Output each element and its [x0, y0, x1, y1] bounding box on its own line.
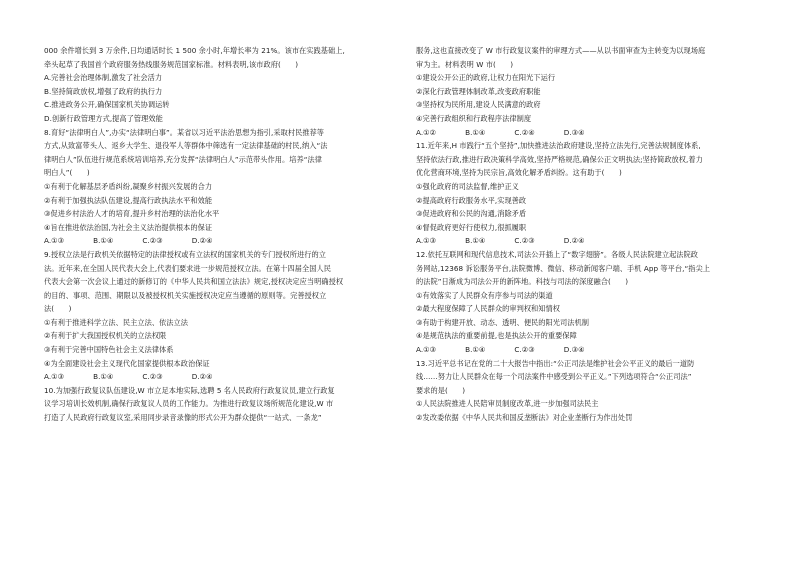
statement-line: ③促进乡村法治人才的培育,提升乡村治理的法治化水平 [44, 209, 220, 219]
question-10-text: 打造了人民政府行政复议室,采用同步录音录像的形式公开为群众提供“一站式、一条龙” [44, 413, 322, 423]
question-9-text: 代表大会第一次会议上通过的新修订的《中华人民共和国立法法》规定,授权决定应当明确授权 [44, 277, 344, 287]
left-column [44, 44, 394, 425]
right-column [416, 44, 766, 425]
answer-choices: A.①③ B.①④ C.②③ D.②④ [44, 372, 213, 382]
statement-line: ②有利于扩大我国授权机关的立法权限 [44, 331, 167, 341]
statement-line: ③促进政府和公民的沟通,消除矛盾 [416, 209, 527, 219]
question-11-text: 坚持依法行政,推进行政决策科学高效,坚持严格规范,确保公正文明执法;坚持简政放权,着力 [416, 154, 703, 164]
question-9-text: 的目的、事项、范围、期限以及被授权机关实施授权决定应当遵循的原则等。完善授权立 [44, 290, 327, 300]
question-13-text: 要求的是( ) [416, 385, 466, 395]
statement-line: ②发改委依据《中华人民共和国反垄断法》对企业垄断行为作出处罚 [416, 413, 633, 423]
question-12-text: 的法院”日渐成为司法公开的新阵地。科技与司法的深度融合( ) [416, 277, 629, 287]
question-9-text: 法( ) [44, 304, 72, 314]
statement-line: ①人民法院推进人民陪审员制度改革,进一步加强司法民主 [416, 399, 599, 409]
statement-line: ②最大程度保障了人民群众的审判权和知情权 [416, 304, 561, 314]
answer-choices: A.①③ B.①④ C.②③ D.②④ [416, 236, 585, 246]
statement-line: ③有助于构建开放、动态、透明、便民的阳光司法机制 [416, 317, 589, 327]
question-10-text: 服务,这也直接改变了 W 市行政复议案件的审理方式——从以书面审查为主转变为以现场庭 [416, 46, 706, 55]
statement-line: ④为全面建设社会主义现代化国家提供根本政治保证 [44, 358, 210, 368]
statement-line: ③坚持权为民所用,建设人民满意的政府 [416, 100, 541, 110]
statement-line: ①强化政府的司法监督,维护正义 [416, 181, 519, 191]
question-10-text: 审为主。材料表明 W 市( ) [416, 59, 514, 69]
question-10-text: 10.为加强行政复议队伍建设,W 市立足本地实际,选聘 5 名人民政府行政复议员,建立行政复 [44, 385, 335, 395]
answer-choices: A.①② B.①④ C.②④ D.③④ [416, 127, 585, 137]
option-line: D.创新行政管理方式,提高了管理效能 [44, 113, 163, 123]
answer-choices: A.①③ B.①④ C.②③ D.③④ [416, 345, 585, 355]
statement-line: ①有利于化解基层矛盾纠纷,凝聚乡村振兴发展的合力 [44, 181, 213, 191]
option-line: B.坚持简政放权,增强了政府的执行力 [44, 86, 163, 96]
question-8-text: 律明白人”队伍进行规范系统培训培养,充分发挥“法律明白人”示范带头作用。培养“法律 [44, 154, 322, 164]
question-12-text: 务网站,12368 诉讼服务平台,法院微博、微信、移动新闻客户端、手机 App 等平台,“指尖上 [416, 263, 710, 273]
question-8-text: 方式,从致富带头人、返乡大学生、退役军人等群体中筛选有一定法律基础的村民,纳入“法 [44, 141, 328, 151]
question-8-text: 8.育好“法律明白人”,办实“法律明白事”。某省以习近平法治思想为指引,采取村民推荐等 [44, 127, 325, 137]
question-11-text: 11.近年来,H 市践行“五个坚持”,加快推进法治政府建设,坚持立法先行,完善法规制度体系, [416, 141, 701, 151]
answer-choices: A.①③ B.①④ C.②③ D.②④ [44, 236, 213, 246]
statement-line: ③有利于完善中国特色社会主义法律体系 [44, 345, 174, 355]
statement-line: ④督促政府更好行使权力,很抓履职 [416, 222, 527, 232]
question-9-text: 法。近年来,在全国人民代表大会上,代表们要求进一步规范授权立法。在第十四届全国人民 [44, 263, 331, 273]
question-12-text: 12.依托互联网和现代信息技术,司法公开插上了“数字翅膀”。各级人民法院建立起法院政 [416, 249, 699, 259]
question-10-text: 议学习培训长效机制,确保行政复议人员的工作能力。为推进行政复议场所规范化建设,W 市 [44, 399, 334, 409]
statement-line: ④完善行政组织和行政程序法律制度 [416, 113, 532, 123]
statement-line: ①有利于推进科学立法、民主立法、依法立法 [44, 317, 189, 327]
statement-line: ④旨在推进依法治国,为社会主义法治提供根本的保证 [44, 222, 213, 232]
option-line: A.完善社会治理体制,激发了社会活力 [44, 73, 163, 83]
statement-line: ④是规范执法的重要前提,也是执法公开的重要保障 [416, 331, 577, 341]
question-13-text: 13.习近平总书记在党的二十大报告中指出:“公正司法是维护社会公平正义的最后一道防 [416, 358, 695, 368]
statement-line: ①建设公开公正的政府,让权力在阳光下运行 [416, 73, 556, 83]
question-11-text: 优化营商环境,坚持为民宗旨,高效化解矛盾纠纷。这有助于( ) [416, 168, 622, 178]
statement-line: ②提高政府行政服务水平,实现善政 [416, 195, 527, 205]
statement-line: ①有效落实了人民群众有序参与司法的渠道 [416, 290, 553, 300]
question-9-text: 9.授权立法是行政机关依据特定的法律授权或有立法权的国家机关的专门授权所进行的立 [44, 249, 326, 259]
option-line: C.推进政务公开,确保国家机关协调运转 [44, 100, 170, 110]
statement-line: ②深化行政管理体制改革,改变政府职能 [416, 86, 541, 96]
text-line: 牵头起草了我国首个政府服务热线服务规范国家标准。材料表明,该市政府( ) [44, 59, 299, 69]
question-8-text: 明白人”( ) [44, 168, 90, 178]
question-13-text: 线……努力让人民群众在每一个司法案件中感受到公平正义。”下列选项符合“公正司法” [416, 372, 692, 382]
text-line: 000 余件增长到 3 万余件,日均通话时长 1 500 余小时,年增长率为 21%。该市在实践基础上, [44, 46, 345, 55]
statement-line: ②有利于加强执法队伍建设,提高行政执法水平和效能 [44, 195, 213, 205]
